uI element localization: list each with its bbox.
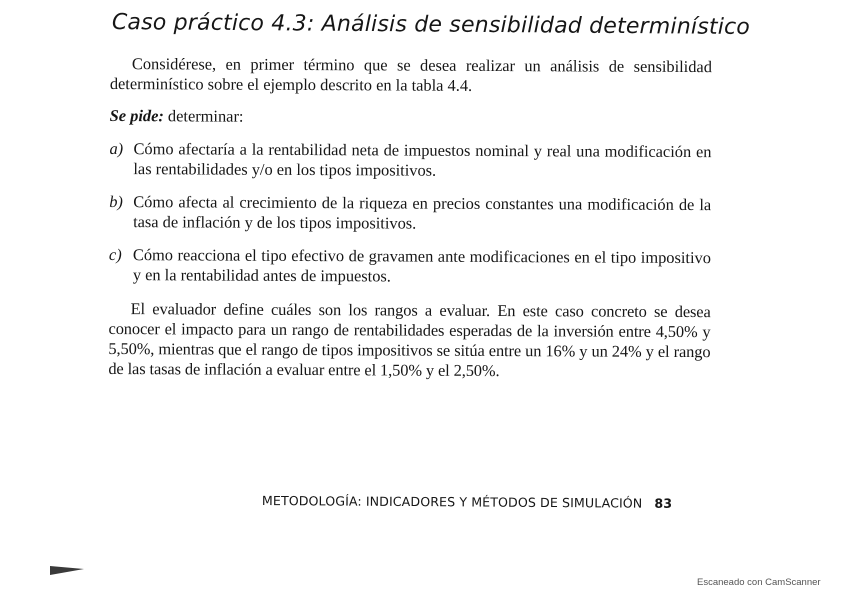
- list-item-a: [109, 139, 711, 182]
- page-footer: [262, 493, 672, 511]
- list-item-text: Cómo afecta al crecimiento de la riqueza en precios constantes una modificación de la tasa de inflación y de los tipos impositivos.: [133, 192, 712, 233]
- list-item-marker: c): [108, 244, 122, 265]
- page-corner-shadow: [50, 566, 84, 575]
- list-item-marker: b): [109, 191, 123, 212]
- closing-paragraph: El evaluador define cuáles son los rangos a evaluar. En este caso concreto se desea conocer el impacto para un rango de rentabilidades esperadas de la inversión entre 4,50% y 5,50%, mientras que el rango de tipos impositivos se sitúa entre un 16% y un 24% y el rango de las tasas de inflación a evaluar entre el 1,50% y el 2,50%.: [108, 299, 711, 381]
- se-pide-paragraph: [110, 106, 712, 129]
- list-item-marker: a): [109, 138, 124, 159]
- intro-paragraph: Considérese, en primer término que se desea realizar un análisis de sensibilidad determinístico sobre el ejemplo descrito en la tabla 4.4.: [109, 54, 712, 95]
- body-text: [108, 54, 712, 382]
- se-pide-label: Se pide:: [109, 105, 164, 126]
- list-item-text: Cómo afectaría a la rentabilidad neta de impuestos nominal y real una modificación en las rentabilidades y/o en los tipos impositivos.: [133, 139, 712, 180]
- running-head: METODOLOGÍA: INDICADORES Y MÉTODOS DE SIMULACIÓN: [261, 493, 643, 511]
- page-number: 83: [654, 495, 673, 511]
- list-item-c: [109, 245, 711, 288]
- list-item-text: Cómo reacciona el tipo efectivo de gravamen ante modificaciones en el tipo impositivo y en la rentabilidad antes de impuestos.: [132, 245, 711, 286]
- scanner-watermark: Escaneado con CamScanner: [697, 577, 821, 588]
- se-pide-text: determinar:: [163, 106, 244, 126]
- list-item-b: [109, 192, 711, 235]
- page-title: Caso práctico 4.3: Análisis de sensibilidad determinístico: [111, 10, 751, 41]
